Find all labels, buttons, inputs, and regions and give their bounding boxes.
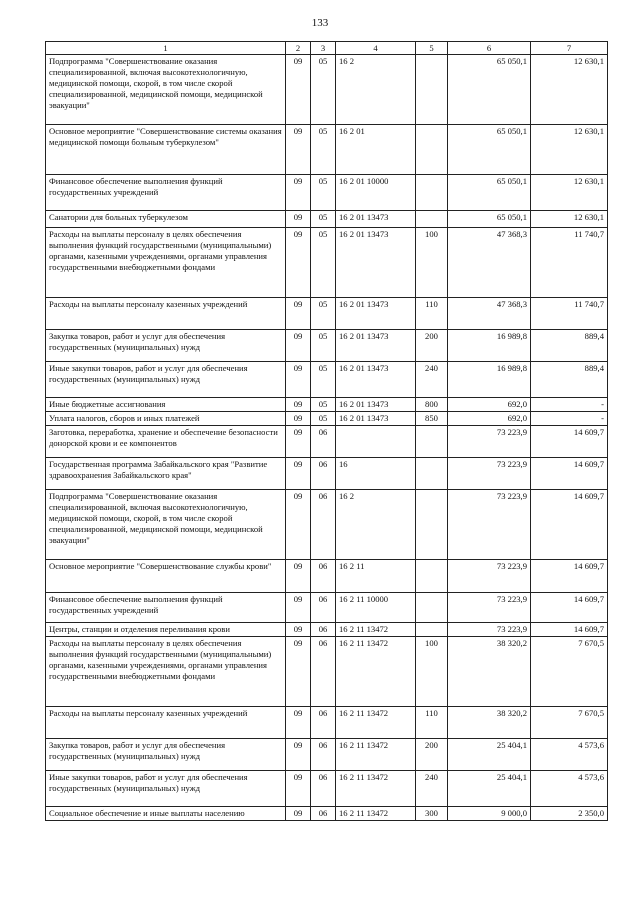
row-subsection: 06 — [311, 560, 336, 593]
table-row — [46, 175, 608, 211]
row-expense-type: 850 — [416, 412, 448, 426]
row-section: 09 — [286, 55, 311, 125]
row-amount-1: 73 223,9 — [448, 426, 531, 458]
row-amount-2: 14 609,7 — [531, 426, 608, 458]
row-section: 09 — [286, 771, 311, 807]
row-amount-1: 692,0 — [448, 412, 531, 426]
row-amount-1: 25 404,1 — [448, 739, 531, 771]
row-name: Заготовка, переработка, хранение и обеспечение безопасности донорской крови и ее компонентов — [46, 426, 286, 458]
column-header: 3 — [311, 42, 336, 55]
row-expense-type: 110 — [416, 707, 448, 739]
row-amount-2: 7 670,5 — [531, 637, 608, 707]
row-amount-1: 25 404,1 — [448, 771, 531, 807]
row-amount-2: 889,4 — [531, 330, 608, 362]
row-target-code: 16 2 01 13473 — [336, 330, 416, 362]
row-expense-type — [416, 458, 448, 490]
row-section: 09 — [286, 426, 311, 458]
row-section: 09 — [286, 490, 311, 560]
table-row — [46, 637, 608, 707]
row-section: 09 — [286, 330, 311, 362]
row-section: 09 — [286, 739, 311, 771]
row-name: Иные закупки товаров, работ и услуг для обеспечения государственных (муниципальных) нужд — [46, 771, 286, 807]
row-target-code — [336, 426, 416, 458]
row-target-code: 16 2 01 13473 — [336, 362, 416, 398]
table-row — [46, 55, 608, 125]
row-amount-1: 73 223,9 — [448, 623, 531, 637]
row-name: Центры, станции и отделения переливания крови — [46, 623, 286, 637]
row-amount-1: 38 320,2 — [448, 707, 531, 739]
row-amount-1: 73 223,9 — [448, 560, 531, 593]
row-expense-type — [416, 593, 448, 623]
table-row — [46, 771, 608, 807]
row-expense-type: 100 — [416, 228, 448, 298]
row-subsection: 05 — [311, 298, 336, 330]
row-name: Финансовое обеспечение выполнения функций государственных учреждений — [46, 175, 286, 211]
row-name: Основное мероприятие "Совершенствование системы оказания медицинской помощи больным туберкулезом" — [46, 125, 286, 175]
column-header: 4 — [336, 42, 416, 55]
row-subsection: 05 — [311, 412, 336, 426]
column-header: 1 — [46, 42, 286, 55]
row-name: Финансовое обеспечение выполнения функций государственных учреждений — [46, 593, 286, 623]
row-amount-1: 73 223,9 — [448, 458, 531, 490]
row-target-code: 16 2 11 13472 — [336, 771, 416, 807]
row-expense-type — [416, 55, 448, 125]
row-expense-type: 800 — [416, 398, 448, 412]
row-name: Расходы на выплаты персоналу казенных учреждений — [46, 298, 286, 330]
row-name: Санатории для больных туберкулезом — [46, 211, 286, 228]
row-section: 09 — [286, 593, 311, 623]
table-row — [46, 211, 608, 228]
row-amount-2: - — [531, 398, 608, 412]
row-target-code: 16 2 11 13472 — [336, 623, 416, 637]
row-subsection: 06 — [311, 771, 336, 807]
row-name: Государственная программа Забайкальского края "Развитие здравоохранения Забайкальского края" — [46, 458, 286, 490]
row-subsection: 06 — [311, 490, 336, 560]
row-amount-1: 65 050,1 — [448, 211, 531, 228]
row-target-code: 16 2 — [336, 55, 416, 125]
page-number: 133 — [311, 17, 329, 29]
table-row — [46, 228, 608, 298]
row-target-code: 16 2 11 13472 — [336, 707, 416, 739]
row-amount-2: 14 609,7 — [531, 458, 608, 490]
row-name: Расходы на выплаты персоналу в целях обеспечения выполнения функций государственными (муниципальными) органами, казенными учреждениями, органами управления государственными внебюджетными фондами — [46, 228, 286, 298]
row-amount-2: 12 630,1 — [531, 211, 608, 228]
row-amount-2: 4 573,6 — [531, 739, 608, 771]
row-subsection: 06 — [311, 807, 336, 821]
table-row — [46, 490, 608, 560]
row-target-code: 16 2 11 10000 — [336, 593, 416, 623]
row-amount-1: 73 223,9 — [448, 490, 531, 560]
row-target-code: 16 2 01 13473 — [336, 298, 416, 330]
row-amount-1: 47 368,3 — [448, 298, 531, 330]
row-target-code: 16 2 01 13473 — [336, 398, 416, 412]
table-row — [46, 426, 608, 458]
row-amount-1: 73 223,9 — [448, 593, 531, 623]
header-row — [46, 42, 608, 55]
table-row — [46, 458, 608, 490]
row-name: Иные закупки товаров, работ и услуг для обеспечения государственных (муниципальных) нужд — [46, 362, 286, 398]
table-row — [46, 125, 608, 175]
row-subsection: 06 — [311, 623, 336, 637]
row-amount-1: 47 368,3 — [448, 228, 531, 298]
row-subsection: 06 — [311, 707, 336, 739]
row-target-code: 16 — [336, 458, 416, 490]
row-amount-1: 16 989,8 — [448, 330, 531, 362]
row-name: Закупка товаров, работ и услуг для обеспечения государственных (муниципальных) нужд — [46, 739, 286, 771]
row-name: Подпрограмма "Совершенствование оказания специализированной, включая высокотехнологичную, медицинской помощи, скорой, в том числе скорой специализированной, медицинской помощи, медицинской эвакуации" — [46, 55, 286, 125]
table-row — [46, 330, 608, 362]
row-target-code: 16 2 11 13472 — [336, 739, 416, 771]
row-target-code: 16 2 11 — [336, 560, 416, 593]
table-row — [46, 739, 608, 771]
row-amount-1: 38 320,2 — [448, 637, 531, 707]
row-section: 09 — [286, 362, 311, 398]
table-row — [46, 593, 608, 623]
row-amount-2: 14 609,7 — [531, 623, 608, 637]
row-name: Основное мероприятие "Совершенствование службы крови" — [46, 560, 286, 593]
row-amount-1: 65 050,1 — [448, 125, 531, 175]
row-name: Закупка товаров, работ и услуг для обеспечения государственных (муниципальных) нужд — [46, 330, 286, 362]
row-amount-2: 2 350,0 — [531, 807, 608, 821]
row-name: Подпрограмма "Совершенствование оказания специализированной, включая высокотехнологичную, медицинской помощи, скорой, в том числе скорой специализированной, медицинской помощи, медицинской эвакуации" — [46, 490, 286, 560]
table-row — [46, 707, 608, 739]
row-section: 09 — [286, 637, 311, 707]
row-section: 09 — [286, 458, 311, 490]
row-amount-2: 12 630,1 — [531, 125, 608, 175]
column-header: 6 — [448, 42, 531, 55]
row-amount-2: - — [531, 412, 608, 426]
row-section: 09 — [286, 807, 311, 821]
row-subsection: 06 — [311, 458, 336, 490]
row-target-code: 16 2 01 13473 — [336, 228, 416, 298]
row-amount-1: 692,0 — [448, 398, 531, 412]
row-expense-type: 110 — [416, 298, 448, 330]
row-section: 09 — [286, 707, 311, 739]
row-expense-type — [416, 175, 448, 211]
row-amount-2: 14 609,7 — [531, 490, 608, 560]
row-amount-2: 12 630,1 — [531, 55, 608, 125]
row-target-code: 16 2 11 13472 — [336, 807, 416, 821]
row-subsection: 05 — [311, 125, 336, 175]
row-amount-1: 16 989,8 — [448, 362, 531, 398]
row-expense-type: 200 — [416, 330, 448, 362]
row-amount-2: 11 740,7 — [531, 298, 608, 330]
table-row — [46, 362, 608, 398]
table-row — [46, 560, 608, 593]
row-name: Расходы на выплаты персоналу в целях обеспечения выполнения функций государственными (муниципальными) органами, казенными учреждениями, органами управления государственными внебюджетными фондами — [46, 637, 286, 707]
column-header: 7 — [531, 42, 608, 55]
table-row — [46, 398, 608, 412]
row-subsection: 05 — [311, 55, 336, 125]
row-subsection: 06 — [311, 637, 336, 707]
row-section: 09 — [286, 125, 311, 175]
row-section: 09 — [286, 412, 311, 426]
row-amount-1: 65 050,1 — [448, 55, 531, 125]
row-target-code: 16 2 11 13472 — [336, 637, 416, 707]
row-amount-2: 12 630,1 — [531, 175, 608, 211]
row-amount-2: 11 740,7 — [531, 228, 608, 298]
row-amount-2: 14 609,7 — [531, 593, 608, 623]
row-section: 09 — [286, 623, 311, 637]
row-amount-2: 7 670,5 — [531, 707, 608, 739]
table-row — [46, 807, 608, 821]
row-subsection: 06 — [311, 426, 336, 458]
row-subsection: 05 — [311, 228, 336, 298]
row-expense-type — [416, 560, 448, 593]
row-expense-type: 240 — [416, 771, 448, 807]
row-expense-type — [416, 490, 448, 560]
row-subsection: 05 — [311, 362, 336, 398]
row-section: 09 — [286, 560, 311, 593]
row-section: 09 — [286, 298, 311, 330]
row-target-code: 16 2 01 — [336, 125, 416, 175]
row-name: Расходы на выплаты персоналу казенных учреждений — [46, 707, 286, 739]
row-subsection: 05 — [311, 175, 336, 211]
row-subsection: 05 — [311, 330, 336, 362]
row-subsection: 06 — [311, 739, 336, 771]
row-expense-type — [416, 623, 448, 637]
column-header: 5 — [416, 42, 448, 55]
row-expense-type — [416, 426, 448, 458]
column-header: 2 — [286, 42, 311, 55]
row-section: 09 — [286, 175, 311, 211]
row-amount-1: 65 050,1 — [448, 175, 531, 211]
row-expense-type: 240 — [416, 362, 448, 398]
row-target-code: 16 2 — [336, 490, 416, 560]
row-name: Иные бюджетные ассигнования — [46, 398, 286, 412]
row-amount-1: 9 000,0 — [448, 807, 531, 821]
row-expense-type: 100 — [416, 637, 448, 707]
row-section: 09 — [286, 398, 311, 412]
table-row — [46, 412, 608, 426]
row-target-code: 16 2 01 13473 — [336, 211, 416, 228]
row-expense-type — [416, 125, 448, 175]
row-amount-2: 889,4 — [531, 362, 608, 398]
row-section: 09 — [286, 211, 311, 228]
row-subsection: 06 — [311, 593, 336, 623]
row-subsection: 05 — [311, 398, 336, 412]
row-expense-type: 200 — [416, 739, 448, 771]
row-name: Уплата налогов, сборов и иных платежей — [46, 412, 286, 426]
row-expense-type — [416, 211, 448, 228]
row-amount-2: 14 609,7 — [531, 560, 608, 593]
row-subsection: 05 — [311, 211, 336, 228]
row-expense-type: 300 — [416, 807, 448, 821]
table-row — [46, 298, 608, 330]
row-target-code: 16 2 01 10000 — [336, 175, 416, 211]
row-name: Социальное обеспечение и иные выплаты населению — [46, 807, 286, 821]
row-amount-2: 4 573,6 — [531, 771, 608, 807]
table-row — [46, 623, 608, 637]
row-section: 09 — [286, 228, 311, 298]
budget-table — [45, 41, 608, 821]
row-target-code: 16 2 01 13473 — [336, 412, 416, 426]
